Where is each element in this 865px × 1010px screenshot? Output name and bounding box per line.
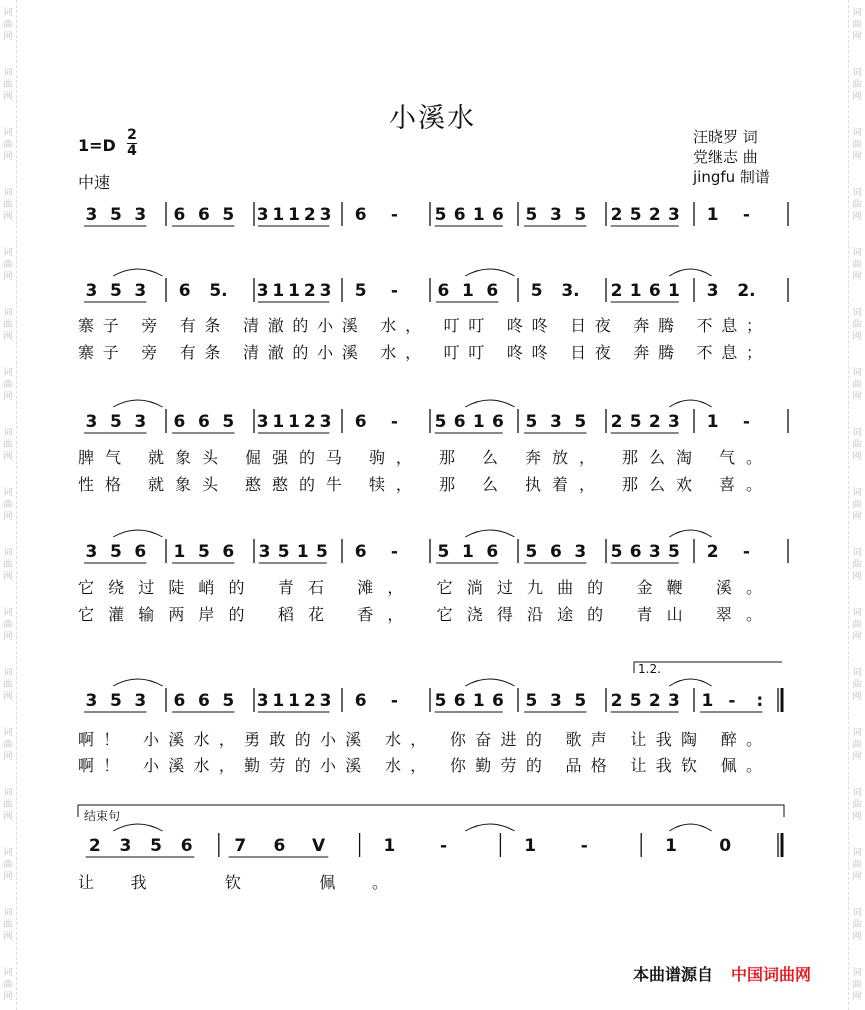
lyric-line: 让我 钦 佩。 [78,873,388,892]
note-symbol: 5 [525,691,538,711]
source-footer [633,962,811,985]
watermark-glyph: 网 [852,752,862,762]
note-symbol: 1 [272,281,285,301]
watermark-glyph: 曲 [3,80,13,90]
note-symbol: 3 [549,412,562,432]
slur [465,679,514,686]
note-symbol: 6 [354,205,367,225]
note-symbol: 5 [109,205,122,225]
ending-label: 结束句 [84,809,121,823]
note-symbol: 5 [629,412,642,432]
note-symbol: 6 [178,281,191,301]
watermark-glyph: 网 [3,32,13,42]
watermark-glyph: 曲 [3,20,13,30]
note-symbol: 5 [574,205,587,225]
watermark-glyph: 曲 [3,200,13,210]
note-symbol: - [742,412,750,432]
watermark-glyph: 网 [3,332,13,342]
note-symbol: 3 [549,205,562,225]
note-symbol: V [311,836,326,856]
note-symbol: 6 [173,691,186,711]
note-symbol: 6 [180,836,193,856]
source-site-link[interactable]: 中国词曲网 [731,965,812,984]
note-symbol: 3 [319,281,332,301]
note-symbol: 1 [472,205,485,225]
lyric-line: 它灌输两岸的 稻花 香， 它浇得沿途的 青山 翠。 [78,605,762,624]
slur [113,400,162,407]
watermark-glyph: 曲 [852,500,862,510]
watermark-glyph: 词 [3,8,13,18]
note-symbol: 5 [109,281,122,301]
note-symbol: 6 [134,542,147,562]
watermark-glyph: 曲 [852,980,862,990]
watermark-glyph: 词 [852,968,862,978]
watermark-glyph: 网 [852,452,862,462]
note-symbol: 3 [319,205,332,225]
watermark-glyph: 词 [3,248,13,258]
note-symbol: 6 [648,281,661,301]
note-symbol: 1 [288,691,300,711]
note-symbol: 1 [296,542,309,562]
watermark-glyph: 曲 [852,800,862,810]
note-symbol: 6 [491,205,504,225]
watermark-glyph: 网 [852,152,862,162]
note-symbol: 3 [574,542,587,562]
tempo-marking: 中速 [78,173,111,192]
slur [465,530,514,537]
watermark-glyph: 曲 [3,380,13,390]
note-symbol: 1 [272,412,285,432]
note-symbol: 2 [303,205,316,225]
source-label: 本曲谱源自 [633,965,714,984]
lyric-line: 寨子 旁 有条 清澈的小溪 水， 叮叮 咚咚 日夜 奔腾 不息； [78,316,762,335]
watermark-glyph: 曲 [3,440,13,450]
watermark-glyph: 曲 [3,860,13,870]
watermark-glyph: 曲 [3,680,13,690]
note-symbol: 1 [461,281,474,301]
lyric-line: 脾气 就象头 倔强的马 驹， 那 么 奔放， 那么淘 气。 [78,448,762,467]
watermark-glyph: 网 [852,392,862,402]
watermark-glyph: 词 [3,68,13,78]
note-symbol: 3 [667,412,680,432]
watermark-glyph: 曲 [852,20,862,30]
note-symbol: 6 [173,205,186,225]
watermark-glyph: 词 [852,248,862,258]
watermark-glyph: 词 [852,668,862,678]
note-symbol: 5 [610,542,623,562]
note-symbol: 6 [629,542,642,562]
song-title: 小溪水 [389,103,476,134]
note-symbol: - [440,836,448,856]
watermark-glyph: 词 [852,8,862,18]
note-symbol: 5 [277,542,290,562]
watermark-glyph: 词 [852,488,862,498]
note-symbol: 1 [524,836,537,856]
watermark-glyph: 曲 [3,500,13,510]
note-symbol: - [390,691,398,711]
note-symbol: 3 [706,281,719,301]
time-signature-bottom: 4 [127,143,137,159]
watermark-glyph: 网 [852,512,862,522]
note-symbol: 6 [354,691,367,711]
note-symbol: 1 [272,205,285,225]
watermark-glyph: 网 [3,632,13,642]
note-symbol: 2. [737,281,756,301]
watermark-glyph: 曲 [3,620,13,630]
watermark-glyph: 曲 [852,140,862,150]
note-symbol: 3. [561,281,580,301]
note-symbol: 5 [525,205,538,225]
note-symbol: 0 [719,836,732,856]
note-symbol: 5 [109,542,122,562]
key-signature: 1=D [78,136,116,155]
note-symbol: 6 [273,836,286,856]
watermark-glyph: 词 [3,728,13,738]
note-symbol: 5 [197,542,210,562]
note-symbol: 6 [491,691,504,711]
watermark-glyph: 网 [852,692,862,702]
note-symbol: 3 [134,412,147,432]
note-symbol: 6 [453,205,466,225]
watermark-glyph: 网 [3,692,13,702]
slur [113,530,162,537]
watermark-glyph: 网 [852,872,862,882]
watermark-glyph: 词 [852,728,862,738]
note-symbol: 2 [610,412,623,432]
watermark-glyph: 网 [852,632,862,642]
watermark-glyph: 网 [852,332,862,342]
note-symbol: 3 [85,205,98,225]
watermark-glyph: 曲 [852,320,862,330]
note-symbol: 6 [549,542,562,562]
watermark-glyph: 曲 [852,80,862,90]
note-symbol: 5 [222,205,235,225]
watermark-glyph: 网 [852,932,862,942]
watermark-glyph: 网 [3,392,13,402]
note-symbol: 5 [629,691,642,711]
note-symbol: 6 [354,412,367,432]
note-symbol: 1 [629,281,642,301]
note-symbol: 1 [383,836,396,856]
watermark-glyph: 词 [3,548,13,558]
note-symbol: 6 [486,542,499,562]
note-symbol: 6 [453,412,466,432]
note-symbol: - [580,836,588,856]
watermark-glyph: 词 [3,128,13,138]
note-symbol: 2 [706,542,719,562]
watermark-glyph: 网 [3,872,13,882]
watermark-glyph: 网 [3,452,13,462]
lyric-line: 性格 就象头 憨憨的牛 犊， 那 么 执着， 那么欢 喜。 [78,475,762,494]
slur [669,530,711,537]
watermark-glyph: 网 [852,272,862,282]
note-symbol: 3 [256,412,269,432]
note-symbol: 1 [288,281,300,301]
watermark-glyph: 词 [852,368,862,378]
slur [113,679,162,686]
note-symbol: 3 [319,412,332,432]
watermark-glyph: 网 [852,32,862,42]
credit-transcriber: jingfu 制谱 [693,168,770,186]
note-symbol: 5 [574,691,587,711]
watermark-glyph: 网 [852,572,862,582]
watermark-glyph: 词 [3,308,13,318]
volta-label: 1.2. [638,662,661,676]
lyric-line: 它绕过陡峭的 青石 滩， 它淌过九曲的 金鞭 溪。 [78,578,762,597]
slur [669,824,711,831]
note-symbol: 1 [272,691,285,711]
time-signature-top: 2 [127,127,137,143]
note-symbol: 5 [109,412,122,432]
note-symbol: - [728,691,736,711]
note-symbol: 3 [85,281,98,301]
note-symbol: 6 [222,542,235,562]
slur [113,269,162,276]
watermark-glyph: 曲 [852,380,862,390]
note-symbol: 3 [667,205,680,225]
watermark-glyph: 曲 [3,740,13,750]
note-symbol: 5 [109,691,122,711]
note-symbol: 5 [315,542,328,562]
watermark-glyph: 曲 [852,860,862,870]
note-symbol: - [390,281,398,301]
ending-bracket [78,805,784,817]
note-symbol: 5 [525,412,538,432]
slur [669,269,711,276]
note-symbol: 1 [706,412,719,432]
note-symbol: 5 [574,412,587,432]
watermark-glyph: 曲 [3,140,13,150]
watermark-glyph: 曲 [3,560,13,570]
note-symbol: 5. [209,281,228,301]
watermark-glyph: 词 [3,368,13,378]
watermark-glyph: 词 [852,608,862,618]
watermark-glyph: 曲 [852,560,862,570]
note-symbol: 1 [472,691,485,711]
note-symbol: 5 [525,542,538,562]
watermark-glyph: 网 [3,92,13,102]
note-symbol: 6 [197,205,210,225]
note-symbol: 5 [434,205,447,225]
note-symbol: 3 [85,412,98,432]
watermark-glyph: 词 [3,428,13,438]
note-symbol: 2 [648,205,661,225]
note-symbol: 3 [134,281,147,301]
watermark-glyph: 网 [852,992,862,1002]
watermark-glyph: 曲 [852,260,862,270]
note-symbol: 2 [648,412,661,432]
note-symbol: 3 [648,542,661,562]
note-symbol: 1 [173,542,186,562]
note-symbol: 3 [256,205,269,225]
note-symbol: 6 [491,412,504,432]
note-symbol: 1 [667,281,680,301]
note-symbol: 3 [85,691,98,711]
note-symbol: 6 [437,281,450,301]
note-symbol: 6 [173,412,186,432]
note-symbol: - [742,542,750,562]
note-symbol: 2 [303,412,316,432]
note-symbol: 5 [530,281,543,301]
note-symbol: 5 [629,205,642,225]
note-symbol: 6 [197,412,210,432]
note-symbol: 3 [134,691,147,711]
watermark-glyph: 曲 [852,200,862,210]
slur [465,269,514,276]
note-symbol: 3 [134,205,147,225]
lyric-line: 啊！ 小溪水，勤劳的小溪 水， 你勤劳的 品格 让我钦 佩。 [78,756,762,775]
slur [113,824,162,831]
watermark-glyph: 曲 [3,800,13,810]
watermark-glyph: 词 [852,848,862,858]
watermark-glyph: 网 [3,752,13,762]
note-symbol: 3 [258,542,271,562]
note-symbol: 1 [706,205,719,225]
repeat-sign: : [756,691,764,711]
watermark-glyph: 曲 [852,740,862,750]
watermark-glyph: 网 [852,92,862,102]
watermark-glyph: 词 [852,128,862,138]
note-symbol: 2 [610,691,623,711]
watermark-glyph: 词 [3,848,13,858]
slur [669,400,711,407]
note-symbol: 6 [453,691,466,711]
watermark-glyph: 网 [852,212,862,222]
lyric-line: 寨子 旁 有条 清澈的小溪 水， 叮叮 咚咚 日夜 奔腾 不息； [78,343,762,362]
note-symbol: 1 [472,412,485,432]
watermark-glyph: 网 [3,812,13,822]
note-symbol: 5 [434,412,447,432]
note-symbol: - [742,205,750,225]
watermark-glyph: 曲 [3,320,13,330]
watermark-glyph: 网 [3,152,13,162]
watermark-glyph: 网 [3,572,13,582]
slur [465,400,514,407]
note-symbol: - [390,205,398,225]
watermark-glyph: 词 [3,968,13,978]
note-symbol: - [390,412,398,432]
note-symbol: 3 [667,691,680,711]
watermark-glyph: 网 [3,992,13,1002]
note-symbol: 6 [486,281,499,301]
lyric-line: 啊！ 小溪水，勇敢的小溪 水， 你奋进的 歌声 让我陶 醉。 [78,730,762,749]
watermark-glyph: 词 [852,188,862,198]
watermark-glyph: 曲 [3,980,13,990]
note-symbol: 2 [610,281,623,301]
watermark-glyph: 曲 [852,620,862,630]
watermark-glyph: 曲 [852,920,862,930]
credit-lyricist: 汪晓罗 词 [693,128,758,146]
watermark-glyph: 词 [3,608,13,618]
watermark-glyph: 网 [3,272,13,282]
watermark-glyph: 词 [852,908,862,918]
note-symbol: 3 [256,691,269,711]
note-symbol: 5 [354,281,367,301]
note-symbol: 1 [288,205,300,225]
slur [669,679,711,686]
watermark-glyph: 词 [852,788,862,798]
note-symbol: 3 [549,691,562,711]
watermark-glyph: 曲 [3,920,13,930]
note-symbol: 5 [434,691,447,711]
note-symbol: 6 [354,542,367,562]
watermark-glyph: 词 [852,548,862,558]
note-symbol: 5 [667,542,680,562]
note-symbol: 3 [85,542,98,562]
watermark-glyph: 曲 [852,680,862,690]
watermark-glyph: 词 [852,428,862,438]
note-symbol: 2 [610,205,623,225]
watermark-glyph: 词 [3,188,13,198]
credit-composer: 党继志 曲 [693,148,758,166]
watermark-glyph: 曲 [3,260,13,270]
note-symbol: 3 [256,281,269,301]
note-symbol: - [390,542,398,562]
note-symbol: 2 [303,691,316,711]
watermark-glyph: 曲 [852,440,862,450]
note-symbol: 2 [648,691,661,711]
watermark-glyph: 词 [3,668,13,678]
note-symbol: 6 [197,691,210,711]
watermark-glyph: 网 [3,212,13,222]
watermark-glyph: 网 [852,812,862,822]
note-symbol: 1 [701,691,714,711]
note-symbol: 2 [303,281,316,301]
note-symbol: 5 [150,836,162,856]
note-symbol: 5 [437,542,450,562]
watermark-glyph: 词 [3,488,13,498]
note-symbol: 2 [88,836,101,856]
note-symbol: 5 [222,412,235,432]
note-symbol: 5 [222,691,235,711]
note-symbol: 3 [119,836,132,856]
note-symbol: 1 [665,836,677,856]
note-symbol: 1 [461,542,474,562]
watermark-glyph: 网 [3,512,13,522]
watermark-glyph: 词 [852,68,862,78]
watermark-glyph: 词 [3,788,13,798]
watermark-glyph: 词 [852,308,862,318]
note-symbol: 1 [288,412,300,432]
watermark-glyph: 词 [3,908,13,918]
slur [465,824,514,831]
watermark-glyph: 网 [3,932,13,942]
note-symbol: 7 [234,836,247,856]
note-symbol: 3 [319,691,332,711]
